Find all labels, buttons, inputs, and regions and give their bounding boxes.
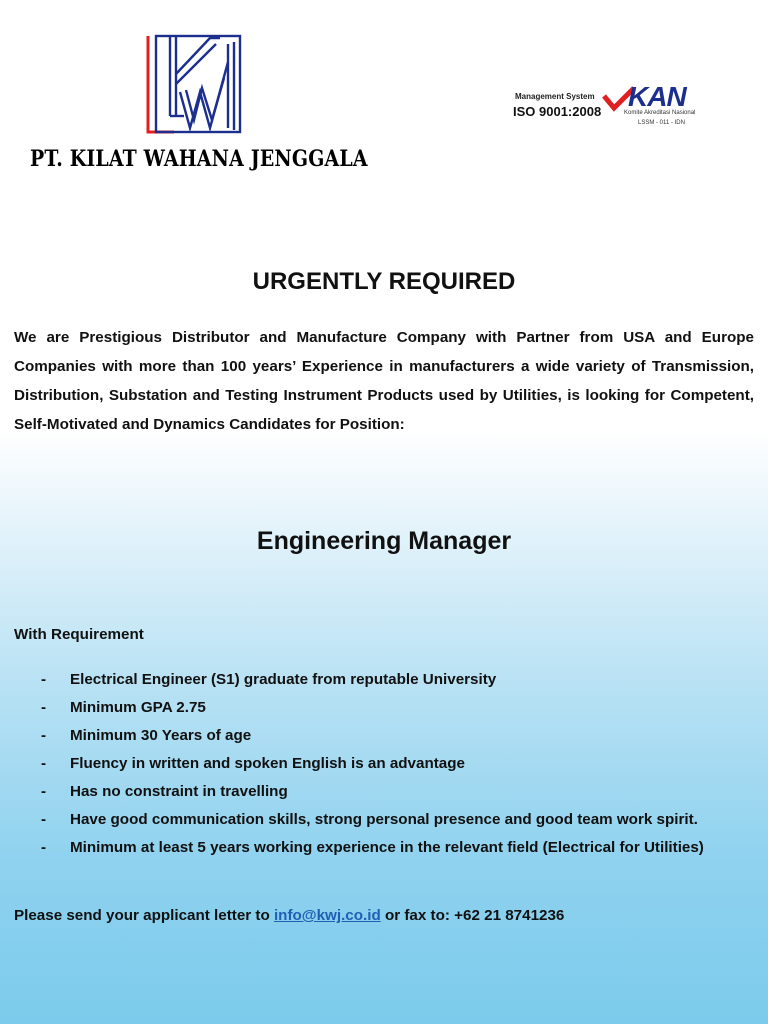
contact-suffix: or fax to: +62 21 8741236: [380, 907, 565, 924]
requirement-text: Minimum GPA 2.75: [70, 699, 206, 716]
requirement-text: Fluency in written and spoken English is an advantage: [70, 755, 465, 772]
certification-badge: [512, 81, 712, 126]
contact-prefix: Please send your applicant letter to: [14, 907, 274, 924]
list-item: [0, 750, 760, 778]
requirements-list: [0, 666, 768, 862]
list-item: [0, 694, 760, 722]
bullet-dash: -: [41, 755, 47, 772]
contact-line: [14, 907, 564, 924]
bullet-dash: -: [41, 699, 47, 716]
page-heading: URGENTLY REQUIRED: [252, 268, 516, 295]
requirement-text: Electrical Engineer (S1) graduate from reputable University: [70, 671, 497, 688]
requirement-text: Minimum at least 5 years working experience in the relevant field (Electrical for Utilities): [70, 839, 704, 856]
management-system-label: Management System: [515, 92, 595, 101]
position-title: Engineering Manager: [256, 527, 512, 555]
list-item: [0, 666, 760, 694]
bullet-dash: -: [41, 839, 47, 856]
intro-paragraph: We are Prestigious Distributor and Manufacture Company with Partner from USA and Europe Companies with more than 100 years’ Experience in manufacturers a wide variety of Transmission, Distribution, Substation and Testing Instrument Products used by Utilities, is looking for Competent, Self-Motivated and Dynamics Candidates for Position:: [14, 329, 754, 433]
bullet-dash: -: [41, 783, 47, 800]
kan-code: LSSM - 011 - IDN: [638, 120, 685, 126]
bullet-dash: -: [41, 811, 47, 828]
kwj-logo-icon: [140, 32, 244, 138]
company-name: PT. KILAT WAHANA JENGGALA: [30, 146, 368, 172]
requirements-title: With Requirement: [14, 626, 144, 643]
iso-label: ISO 9001:2008: [513, 104, 602, 119]
list-item: [0, 722, 760, 750]
bullet-dash: -: [41, 727, 47, 744]
requirement-text: Minimum 30 Years of age: [70, 727, 252, 744]
list-item: [0, 778, 760, 806]
kan-subtitle: Komite Akreditasi Nasional: [624, 110, 696, 116]
list-item: [0, 806, 760, 834]
requirement-text: Have good communication skills, strong personal presence and good team work spirit.: [70, 811, 698, 828]
list-item: [0, 834, 760, 862]
bullet-dash: -: [41, 671, 47, 688]
email-link[interactable]: info@kwj.co.id: [273, 907, 381, 924]
kan-logo: KAN: [628, 81, 686, 112]
requirement-text: Has no constraint in travelling: [70, 783, 288, 800]
